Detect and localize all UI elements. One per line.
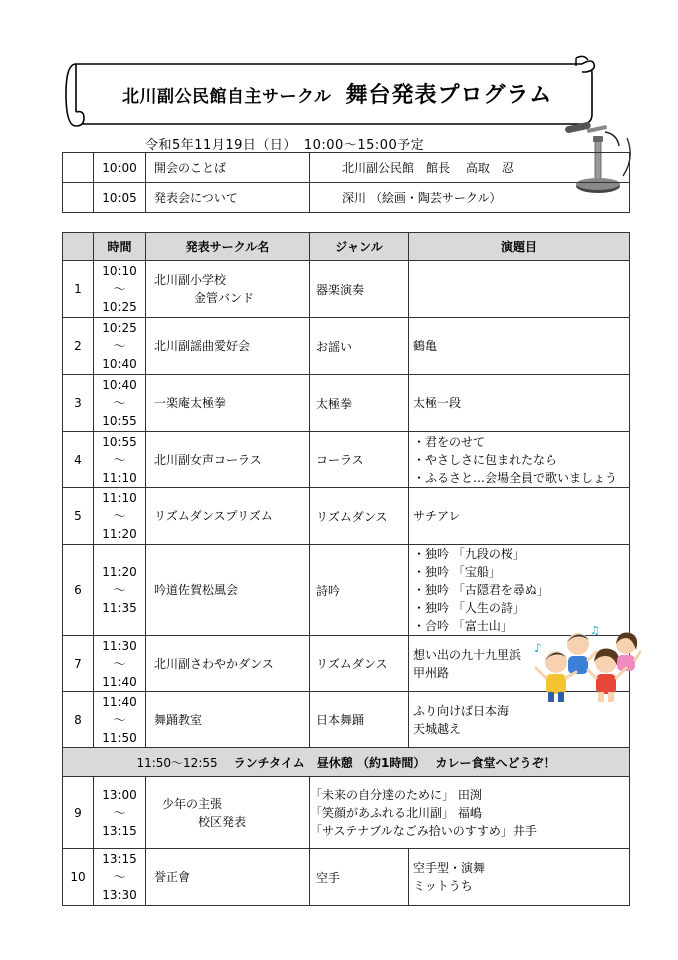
program-number: 3 (63, 375, 94, 432)
svg-text:♪: ♪ (534, 641, 542, 655)
opening-item: 開会のことば (146, 153, 310, 183)
table-row (63, 153, 630, 183)
program-time: 13:15 ～ 13:30 (94, 849, 146, 906)
program-table (62, 232, 630, 906)
program-time: 11:20 ～ 11:35 (94, 545, 146, 636)
program-titles: ふり向けば日本海 天城越え (409, 692, 630, 748)
opening-time: 10:05 (94, 183, 146, 213)
program-time: 10:10 ～ 10:25 (94, 261, 146, 318)
program-number: 5 (63, 488, 94, 545)
table-row (63, 488, 630, 545)
program-number: 6 (63, 545, 94, 636)
table-row (63, 183, 630, 213)
program-number: 10 (63, 849, 94, 906)
lunch-break-row (63, 748, 630, 777)
table-row (63, 318, 630, 375)
program-circle: 北川副女声コーラス (146, 432, 310, 488)
program-circle: 北川副小学校 金管バンド (146, 261, 310, 318)
table-row (63, 432, 630, 488)
program-genre: 詩吟 (310, 545, 409, 636)
header-genre: ジャンル (310, 233, 409, 261)
opening-table (62, 152, 630, 213)
program-number: 9 (63, 777, 94, 849)
table-row (63, 261, 630, 318)
program-titles: 太極一段 (409, 375, 630, 432)
program-number: 8 (63, 692, 94, 748)
program-circle: 少年の主張 校区発表 (146, 777, 310, 849)
lunch-time: 11:50～12:55 (136, 755, 218, 770)
table-header-row (63, 233, 630, 261)
opening-time: 10:00 (94, 153, 146, 183)
program-time: 11:40 ～ 11:50 (94, 692, 146, 748)
dancing-children-illustration (530, 622, 642, 706)
event-date: 令和5年11月19日（日） 10:00～15:00予定 (145, 138, 425, 153)
program-titles (409, 261, 630, 318)
header-circle: 発表サークル名 (146, 233, 310, 261)
table-row (63, 777, 630, 849)
program-circle: 誉正會 (146, 849, 310, 906)
program-time: 13:00 ～ 13:15 (94, 777, 146, 849)
program-number: 7 (63, 636, 94, 692)
program-time: 10:40 ～ 10:55 (94, 375, 146, 432)
program-titles: ・君をのせて ・やさしさに包まれたなら ・ふるさと…会場全員で歌いましょう (409, 432, 630, 488)
program-titles: 鶴亀 (409, 318, 630, 375)
program-circle: 一楽庵太極拳 (146, 375, 310, 432)
title-circle-name: 北川副公民館自主サークル (122, 87, 332, 107)
program-circle: 吟道佐賀松風会 (146, 545, 310, 636)
program-genre: コーラス (310, 432, 409, 488)
opening-item: 発表会について (146, 183, 310, 213)
program-titles: 想い出の九十九里浜 甲州路 (409, 636, 630, 692)
program-time: 11:10 ～ 11:20 (94, 488, 146, 545)
page-title (122, 78, 562, 109)
table-row (63, 849, 630, 906)
program-titles: ・独吟 「九段の桜」 ・独吟 「宝船」 ・独吟 「古隠君を尋ぬ」 ・独吟 「人生の詩」 ・合吟 「富士山」 (409, 545, 630, 636)
program-number: 1 (63, 261, 94, 318)
program-genre: 日本舞踊 (310, 692, 409, 748)
title-program-name: 舞台発表プログラム (345, 83, 553, 108)
program-number: 4 (63, 432, 94, 488)
program-circle: 北川副謡曲愛好会 (146, 318, 310, 375)
program-time: 10:25 ～ 10:40 (94, 318, 146, 375)
program-circle: 北川副さわやかダンス (146, 636, 310, 692)
opening-person: 北川副公民館 館長 高取 忍 (310, 153, 630, 183)
program-genre: お謡い (310, 318, 409, 375)
title-banner (62, 54, 596, 136)
svg-text:♫: ♫ (590, 624, 600, 637)
program-genre: 器楽演奏 (310, 261, 409, 318)
opening-person: 深川 （絵画・陶芸サークル） (310, 183, 630, 213)
lunch-label: ランチタイム 昼休憩 （約1時間） カレー食堂へどうぞ！ (233, 755, 556, 770)
program-time: 11:30 ～ 11:40 (94, 636, 146, 692)
program-genre: リズムダンス (310, 636, 409, 692)
header-time: 時間 (94, 233, 146, 261)
program-number: 2 (63, 318, 94, 375)
program-circle: 舞踊教室 (146, 692, 310, 748)
program-titles: 「未来の自分達のために」 田渕 「笑顔があふれる北川副」 福嶋 「サステナブルなごみ拾いのすすめ」井手 (310, 777, 630, 849)
program-titles: 空手型・演舞 ミットうち (409, 849, 630, 906)
program-genre: 空手 (310, 849, 409, 906)
program-time: 10:55 ～ 11:10 (94, 432, 146, 488)
table-row (63, 375, 630, 432)
program-genre: 太極拳 (310, 375, 409, 432)
program-titles: サチアレ (409, 488, 630, 545)
program-genre: リズムダンス (310, 488, 409, 545)
program-circle: リズムダンスプリズム (146, 488, 310, 545)
header-title: 演題目 (409, 233, 630, 261)
